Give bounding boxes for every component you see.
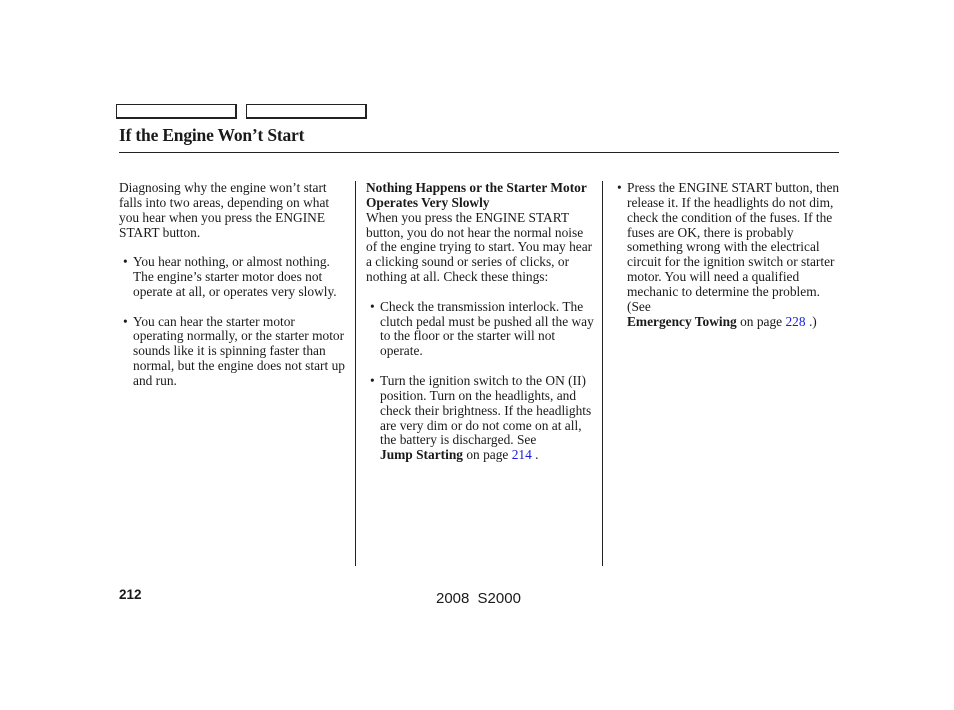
page-link-228[interactable]: 228 xyxy=(785,313,806,329)
reference-on-page: on page xyxy=(466,447,509,463)
footer-model: 2008 S2000 xyxy=(436,590,521,607)
page-number: 212 xyxy=(119,587,142,602)
bullet-icon: • xyxy=(617,180,622,195)
nav-tab-2[interactable] xyxy=(246,104,367,119)
page-link-214[interactable]: 214 xyxy=(511,447,532,463)
column-right xyxy=(617,181,845,329)
list-item xyxy=(366,374,596,463)
reference-on-page: on page xyxy=(740,313,783,329)
list-item-text xyxy=(627,181,845,329)
list-item xyxy=(119,255,347,300)
page-title: If the Engine Won’t Start xyxy=(119,125,305,145)
column-middle xyxy=(366,181,596,463)
list-item-text: Check the transmission interlock. The clutch pedal must be pushed all the way to the floor or the starter will not operate. xyxy=(380,298,594,359)
bullet-icon: • xyxy=(370,298,375,314)
intro-paragraph: Diagnosing why the engine won’t start falls into two areas, depending on what you hear when you press the ENGINE START button. xyxy=(119,180,330,240)
list-item-body: Turn the ignition switch to the ON (II) position. Turn on the headlights, and check their brightness. If the headlights are very dim or do not come on at all, the battery is discharged. See xyxy=(380,372,592,448)
list-item xyxy=(617,181,845,329)
bullet-icon: • xyxy=(370,372,375,388)
list-item xyxy=(119,315,347,389)
list-item-text xyxy=(380,374,596,463)
bullet-icon: • xyxy=(123,254,128,270)
list-item xyxy=(366,300,596,359)
bullet-icon: • xyxy=(123,313,128,329)
column-left xyxy=(119,181,347,389)
reference-end: . xyxy=(535,447,539,463)
column-divider xyxy=(602,181,603,566)
list-item-body: Press the ENGINE START button, then release it. If the headlights do not dim, check the condition of the fuses. If the fuses are OK, there is probably something wrong with the electrical circuit for the ignition switch or starter motor. You will need a qualified mechanic to determine the problem. (See xyxy=(627,180,840,314)
list-item-text: You can hear the starter motor operating normally, or the starter motor sounds like it is spinning faster than normal, but the engine does not start up and run. xyxy=(133,313,345,388)
section-heading: Nothing Happens or the Starter Motor Operates Very Slowly xyxy=(366,180,587,210)
list-item-text: You hear nothing, or almost nothing. The engine’s starter motor does not operate at all, or operates very slowly. xyxy=(133,254,337,299)
column-divider xyxy=(355,181,356,566)
reference-title: Jump Starting xyxy=(380,447,463,463)
reference-end: .) xyxy=(808,313,817,329)
nav-tab-1[interactable] xyxy=(116,104,237,119)
title-divider xyxy=(119,152,839,153)
reference-title: Emergency Towing xyxy=(627,313,737,329)
section-intro: When you press the ENGINE START button, you do not hear the normal noise of the engine trying to start. You may hear a clicking sound or series of clicks, or nothing at all. Check these things: xyxy=(366,209,593,285)
